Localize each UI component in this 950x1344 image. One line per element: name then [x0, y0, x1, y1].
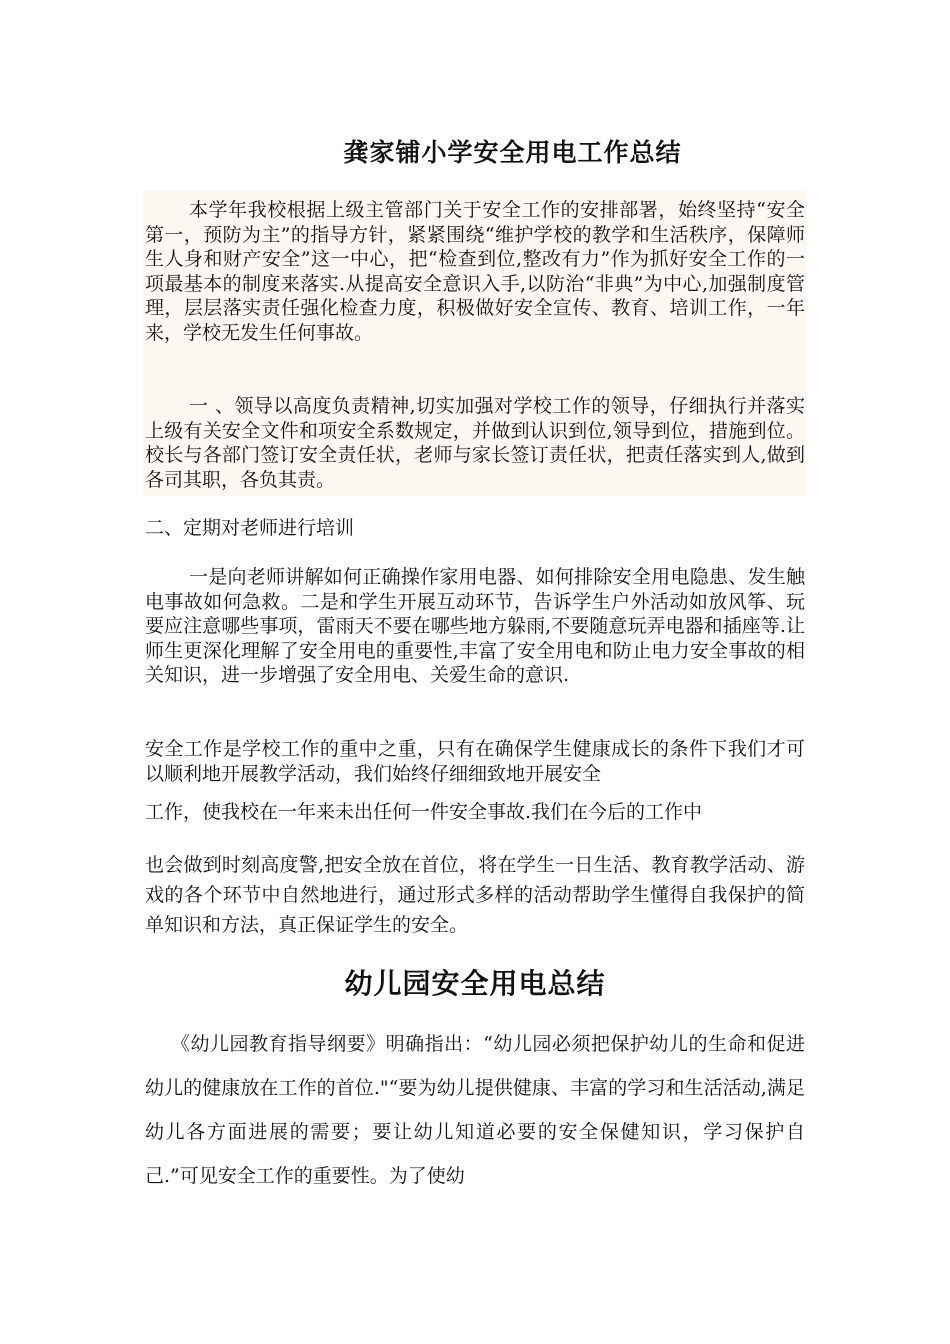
paragraph-safety-summary: [145, 737, 805, 940]
paragraph-leadership: 一 、领导以高度负责精神,切实加强对学校工作的领导，仔细执行并落实上级有关安全文件和项安全系数规定，并做到认识到位,领导到位，措施到位。校长与各部门签订安全责任状，老师与家长签订责任状，把责任落实到人,做到各司其职，各负其责。: [145, 395, 805, 491]
document-title: 龚家铺小学安全用电工作总结: [343, 138, 682, 167]
paragraph-kindergarten-intro: 《幼儿园教育指导纲要》明确指出：“幼儿园必须把保护幼儿的生命和促进幼儿的健康放在工作的首位."“要为幼儿提供健康、丰富的学习和生活活动,满足幼儿各方面进展的需要；要让幼儿知道必要的安全保健知识，学习保护自己.”可见安全工作的重要性。为了使幼: [145, 1033, 805, 1187]
section-heading-training: 二、定期对老师进行培训: [145, 517, 355, 539]
summary-line-2: 工作，使我校在一年来未出任何一件安全事故.我们在今后的工作中: [145, 801, 703, 823]
summary-line-3: 也会做到时刻高度警,把安全放在首位，将在学生一日生活、教育教学活动、游戏的各个环节中自然地进行，通过形式多样的活动帮助学生懂得自我保护的简单知识和方法，真正保证学生的安全。: [145, 854, 805, 936]
paragraph-training: 一是向老师讲解如何正确操作家用电器、如何排除安全用电隐患、发生触电事故如何急救。二是和学生开展互动环节，告诉学生户外活动如放风筝、玩要应注意哪些事项，雷雨天不要在哪些地方躲雨,不要随意玩弄电器和插座等.让师生更深化理解了安全用电的重要性,丰富了安全用电和防止电力安全事故的相关知识，进一步增强了安全用电、关爱生命的意识.: [145, 566, 805, 686]
second-document-title: 幼儿园安全用电总结: [344, 967, 606, 1000]
summary-line-1: 安全工作是学校工作的重中之重，只有在确保学生健康成长的条件下我们才可以顺利地开展教学活动，我们始终仔细细致地开展安全: [145, 738, 805, 785]
paragraph-intro: 本学年我校根据上级主管部门关于安全工作的安排部署，始终坚持“安全第一，预防为主”的指导方针，紧紧围绕“维护学校的教学和生活秩序，保障师生人身和财产安全”这一中心，把“检查到位,整改有力”作为抓好安全工作的一项最基本的制度来落实.从提高安全意识入手,以防治“非典”为中心,加强制度管理，层层落实责任强化检查力度，积极做好安全宣传、教育、培训工作，一年来，学校无发生任何事故。: [145, 199, 805, 344]
